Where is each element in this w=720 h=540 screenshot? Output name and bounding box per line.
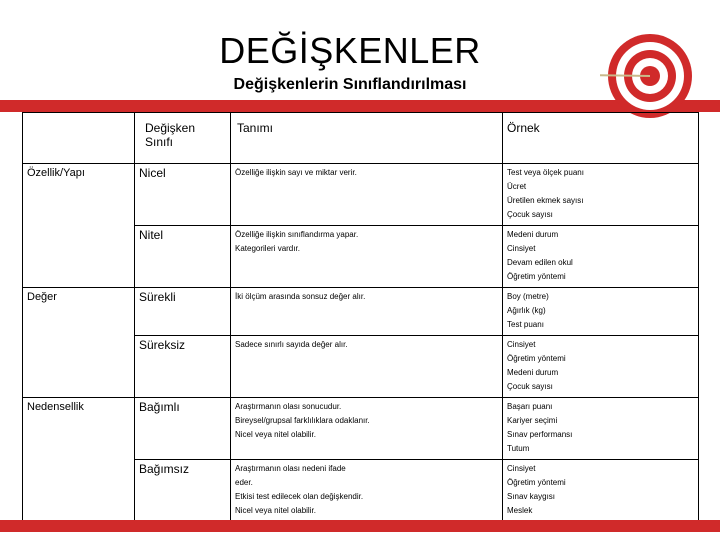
definition-cell <box>231 226 503 288</box>
table-row <box>23 164 699 226</box>
definition-line: Özelliğe ilişkin sayı ve miktar verir. <box>235 168 357 177</box>
definition-line: Bireysel/grupsal farklılıklara odaklanır. <box>235 416 370 425</box>
header-cell-empty <box>23 113 135 164</box>
class-cell: Bağımsız <box>135 460 231 522</box>
category-cell: Özellik/Yapı <box>23 164 135 226</box>
example-line: Meslek <box>507 506 533 515</box>
header-definition: Tanımı <box>231 113 503 164</box>
category-cell: Nedensellik <box>23 398 135 460</box>
example-cell <box>503 336 699 398</box>
example-line: Test veya ölçek puanı <box>507 168 584 177</box>
example-line: Öğretim yöntemi <box>507 272 566 281</box>
table-row <box>23 460 699 522</box>
example-line: Test puanı <box>507 320 544 329</box>
definition-line: eder. <box>235 478 253 487</box>
example-line: Öğretim yöntemi <box>507 478 566 487</box>
example-line: Medeni durum <box>507 368 559 377</box>
header-example: Örnek <box>503 113 699 164</box>
example-line: Cinsiyet <box>507 464 536 473</box>
definition-line: Araştırmanın olası sonucudur. <box>235 402 342 411</box>
page-subtitle: Değişkenlerin Sınıflandırılması <box>233 76 467 93</box>
definition-cell <box>231 336 503 398</box>
definition-line: Sadece sınırlı sayıda değer alır. <box>235 340 348 349</box>
class-cell: Sürekli <box>135 288 231 336</box>
example-cell <box>503 164 699 226</box>
example-line: Boy (metre) <box>507 292 549 301</box>
definition-line: İki ölçüm arasında sonsuz değer alır. <box>235 292 366 301</box>
target-icon <box>600 24 696 120</box>
example-line: Çocuk sayısı <box>507 210 553 219</box>
example-line: Cinsiyet <box>507 340 536 349</box>
table-row <box>23 398 699 460</box>
category-cell: Değer <box>23 288 135 336</box>
example-line: Çocuk sayısı <box>507 382 553 391</box>
example-line: Devam edilen okul <box>507 258 573 267</box>
example-cell <box>503 460 699 522</box>
example-line: Medeni durum <box>507 230 559 239</box>
table-header-row <box>23 113 699 164</box>
definition-cell <box>231 460 503 522</box>
example-line: Cinsiyet <box>507 244 536 253</box>
class-cell: Nitel <box>135 226 231 288</box>
accent-bar-bottom <box>0 520 720 532</box>
example-line: Öğretim yöntemi <box>507 354 566 363</box>
example-line: Sınav kaygısı <box>507 492 556 501</box>
example-line: Kariyer seçimi <box>507 416 558 425</box>
example-line: Ağırlık (kg) <box>507 306 546 315</box>
definition-cell <box>231 164 503 226</box>
definition-line: Nicel veya nitel olabilir. <box>235 506 316 515</box>
table-row <box>23 288 699 336</box>
example-cell <box>503 288 699 336</box>
category-cell-continued <box>23 336 135 398</box>
class-cell: Bağımlı <box>135 398 231 460</box>
example-line: Sınav performansı <box>507 430 573 439</box>
example-cell <box>503 226 699 288</box>
example-cell <box>503 398 699 460</box>
definition-line: Etkisi test edilecek olan değişkendir. <box>235 492 364 501</box>
header-variable-class: Değişken Sınıfı <box>135 113 231 164</box>
definition-cell <box>231 398 503 460</box>
table-row <box>23 336 699 398</box>
category-cell-continued <box>23 460 135 522</box>
definition-cell <box>231 288 503 336</box>
definition-line: Nicel veya nitel olabilir. <box>235 430 316 439</box>
example-line: Üretilen ekmek sayısı <box>507 196 584 205</box>
class-cell: Nicel <box>135 164 231 226</box>
definition-line: Kategorileri vardır. <box>235 244 300 253</box>
page-title: DEĞİŞKENLER <box>219 30 481 71</box>
definition-line: Özelliğe ilişkin sınıflandırma yapar. <box>235 230 359 239</box>
variables-table <box>22 112 699 522</box>
definition-line: Araştırmanın olası nedeni ifade <box>235 464 346 473</box>
example-line: Başarı puanı <box>507 402 553 411</box>
table-row <box>23 226 699 288</box>
class-cell: Süreksiz <box>135 336 231 398</box>
example-line: Ücret <box>507 182 527 191</box>
category-cell-continued <box>23 226 135 288</box>
example-line: Tutum <box>507 444 530 453</box>
